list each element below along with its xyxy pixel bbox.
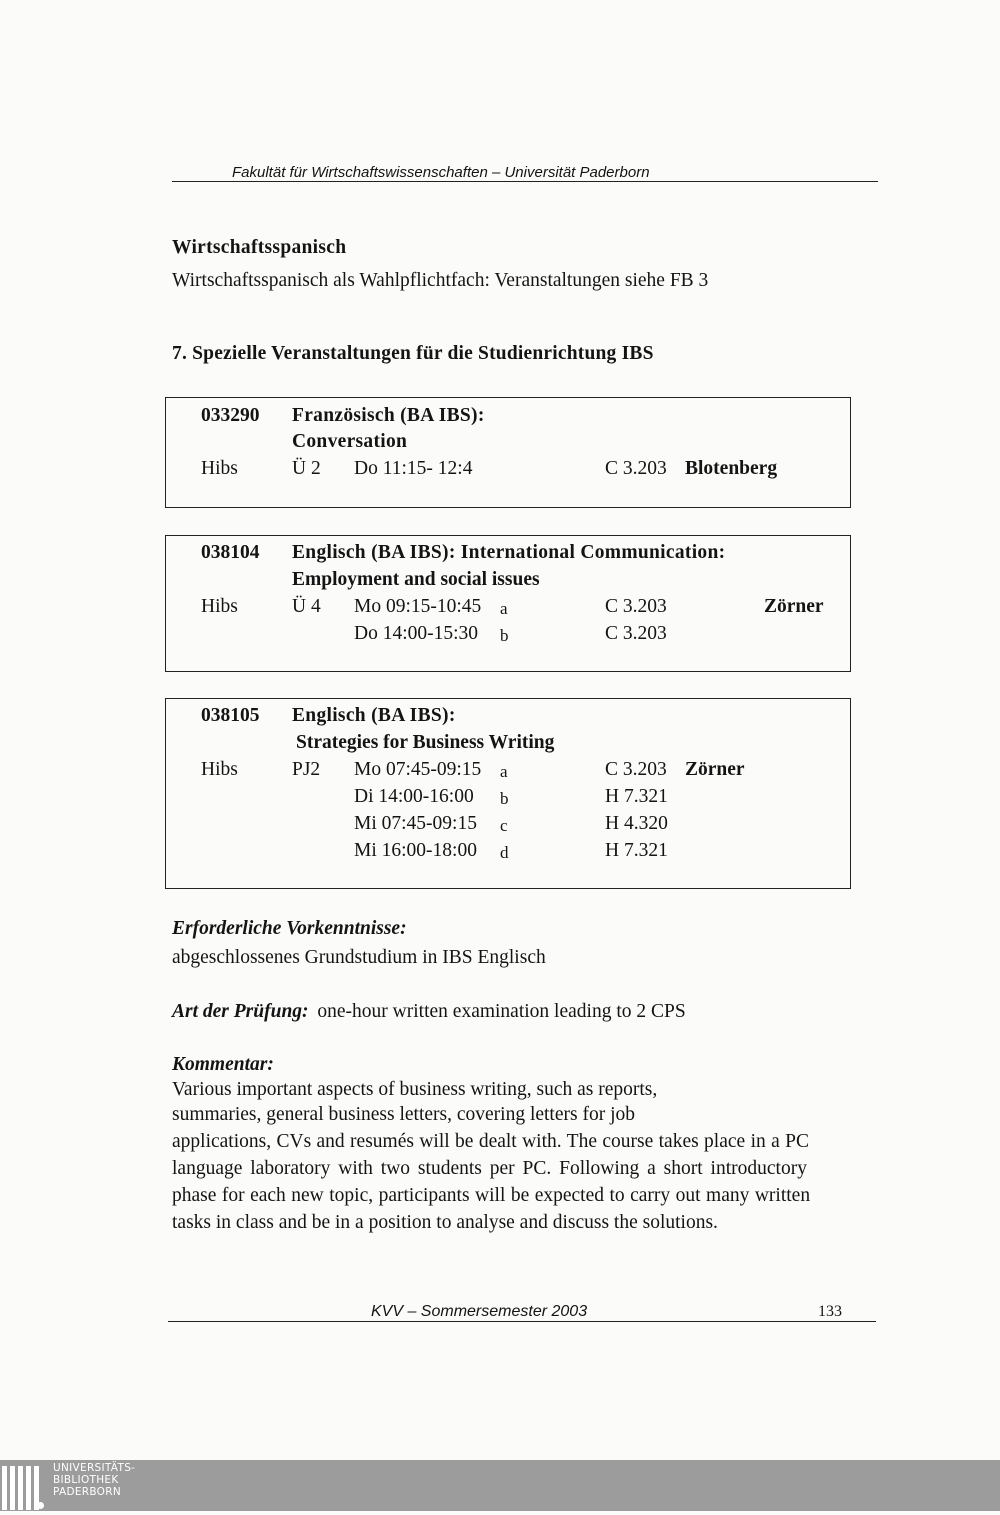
session-group: d (500, 843, 509, 862)
course-target: Hibs (201, 759, 238, 780)
footer-rule (168, 1321, 876, 1322)
session-time: Mi 16:00-18:00 (354, 840, 477, 861)
course-box-038105 (165, 698, 851, 889)
session-time: Mo 07:45-09:15 (354, 759, 482, 780)
session-room: C 3.203 (605, 759, 667, 780)
comment-line: summaries, general business letters, covering letters for job (172, 1104, 635, 1125)
library-name (53, 1462, 135, 1498)
comment-label: Kommentar: (172, 1054, 274, 1075)
library-name-line: PADERBORN (53, 1486, 121, 1498)
session-room: H 4.320 (605, 813, 668, 834)
course-number: 038104 (201, 542, 260, 563)
course-box-038104 (165, 535, 851, 672)
section-text-spanish: Wirtschaftsspanisch als Wahlpflichtfach: Veranstaltungen siehe FB 3 (172, 270, 709, 291)
course-number: 038105 (201, 705, 260, 726)
library-footer-bar (0, 1460, 1000, 1511)
library-logo-dot-icon (37, 1502, 44, 1509)
session-group: b (500, 789, 509, 808)
session-group: a (500, 762, 508, 781)
session-group: b (500, 626, 509, 645)
library-name-line: BIBLIOTHEK (53, 1474, 119, 1486)
course-box-033290 (165, 397, 851, 508)
course-number: 033290 (201, 405, 260, 426)
session-group: a (500, 599, 508, 618)
library-logo-icon (2, 1466, 42, 1515)
session-time: Do 14:00-15:30 (354, 623, 479, 644)
session-room: C 3.203 (605, 458, 667, 479)
comment-line: applications, CVs and resumés will be dealt with. The course takes place in a PC (172, 1131, 809, 1152)
session-time: Mo 09:15-10:45 (354, 596, 482, 617)
session-room: C 3.203 (605, 596, 667, 617)
exam-label: Art der Prüfung: (172, 1001, 309, 1022)
page-number: 133 (818, 1303, 842, 1320)
comment-line: Various important aspects of business writing, such as reports, (172, 1079, 658, 1100)
prereq-text: abgeschlossenes Grundstudium in IBS Englisch (172, 947, 546, 968)
section-heading-7: 7. Spezielle Veranstaltungen für die Studienrichtung IBS (172, 343, 654, 364)
course-title: Englisch (BA IBS): International Communication: (292, 542, 726, 563)
course-lecturer: Blotenberg (685, 458, 778, 479)
session-room: H 7.321 (605, 840, 668, 861)
course-type: Ü 2 (292, 458, 321, 479)
header-rule (172, 181, 878, 182)
comment-line: phase for each new topic, participants will be expected to carry out many written (172, 1185, 811, 1206)
session-room: H 7.321 (605, 786, 668, 807)
session-time: Di 14:00-16:00 (354, 786, 474, 807)
course-subtitle: Strategies for Business Writing (296, 732, 555, 753)
course-target: Hibs (201, 458, 238, 479)
footer-title: KVV – Sommersemester 2003 (371, 1303, 588, 1320)
course-type: Ü 4 (292, 596, 321, 617)
course-subtitle: Employment and social issues (292, 569, 540, 590)
comment-line: language laboratory with two students per PC. Following a short introductory (172, 1158, 807, 1179)
exam-text: one-hour written examination leading to 2 CPS (317, 1001, 686, 1022)
course-subtitle: Conversation (292, 431, 408, 452)
course-target: Hibs (201, 596, 238, 617)
section-heading-spanish: Wirtschaftsspanisch (172, 237, 347, 258)
library-name-line: UNIVERSITÄTS- (53, 1462, 136, 1474)
course-title: Französisch (BA IBS): (292, 405, 485, 426)
comment-line: tasks in class and be in a position to analyse and discuss the solutions. (172, 1212, 718, 1233)
exam-line (172, 1001, 686, 1023)
course-type: PJ2 (292, 759, 321, 780)
running-header: Fakultät für Wirtschaftswissenschaften – Universität Paderborn (232, 164, 650, 181)
session-time: Do 11:15- 12:4 (354, 458, 473, 479)
course-title: Englisch (BA IBS): (292, 705, 456, 726)
course-lecturer: Zörner (764, 596, 824, 617)
session-room: C 3.203 (605, 623, 667, 644)
session-group: c (500, 816, 508, 835)
course-lecturer: Zörner (685, 759, 745, 780)
prereq-label: Erforderliche Vorkenntnisse: (172, 918, 407, 939)
session-time: Mi 07:45-09:15 (354, 813, 477, 834)
